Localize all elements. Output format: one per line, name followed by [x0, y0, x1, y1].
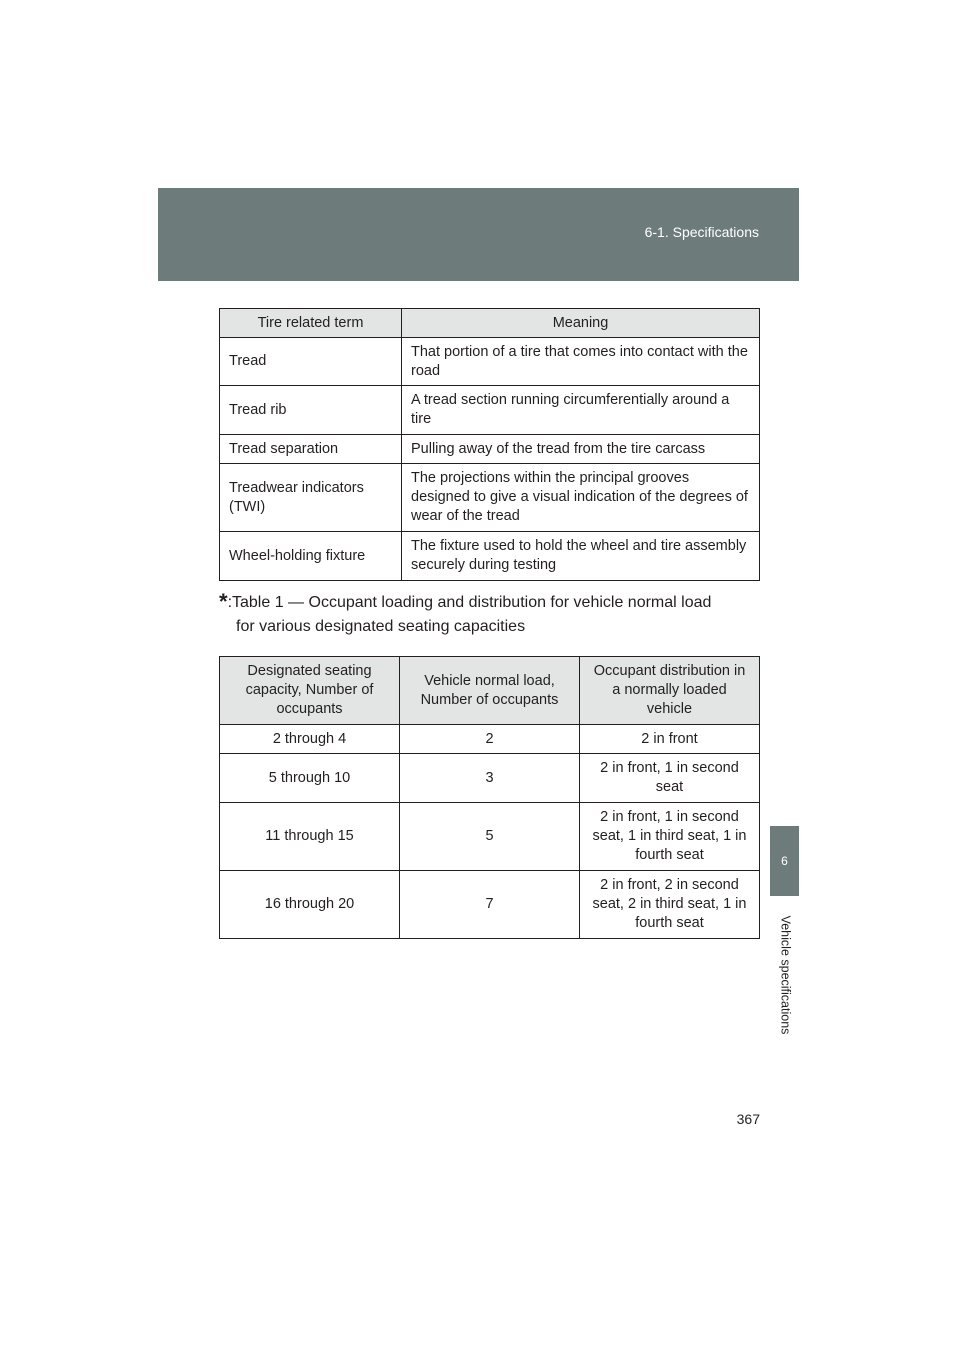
- meaning-cell: Pulling away of the tread from the tire carcass: [402, 435, 760, 464]
- meaning-cell: The fixture used to hold the wheel and tire assembly securely during testing: [402, 532, 760, 581]
- footnote-marker: *: [219, 589, 228, 614]
- chapter-tab: [770, 826, 799, 896]
- normal-load-cell: 5: [400, 803, 580, 871]
- capacity-cell: 5 through 10: [220, 754, 400, 803]
- table-row: [220, 532, 760, 581]
- table-row: [220, 464, 760, 532]
- distribution-cell: 2 in front, 1 in second seat: [580, 754, 760, 803]
- chapter-label-text: Vehicle specifications: [778, 915, 793, 1035]
- normal-load-cell: 3: [400, 754, 580, 803]
- footnote-line-1: :Table 1 — Occupant loading and distribution for vehicle normal load: [227, 594, 712, 611]
- table-row: [220, 386, 760, 435]
- table-row: [220, 725, 760, 754]
- table-header-row: [220, 309, 760, 338]
- table-row: [220, 338, 760, 386]
- meaning-cell: That portion of a tire that comes into contact with the road: [402, 338, 760, 386]
- term-cell: Tread rib: [220, 386, 402, 435]
- capacity-cell: 2 through 4: [220, 725, 400, 754]
- term-cell: Tread separation: [220, 435, 402, 464]
- header-band: [158, 188, 799, 281]
- section-title: 6-1. Specifications: [644, 224, 759, 240]
- page-number: 367: [736, 1111, 760, 1127]
- column-header: Tire related term: [220, 309, 402, 338]
- capacity-cell: 16 through 20: [220, 871, 400, 939]
- table-row: [220, 871, 760, 939]
- distribution-cell: 2 in front, 2 in second seat, 2 in third seat, 1 in fourth seat: [580, 871, 760, 939]
- meaning-cell: The projections within the principal grooves designed to give a visual indication of the degrees of wear of the tread: [402, 464, 760, 532]
- distribution-cell: 2 in front: [580, 725, 760, 754]
- table-row: [220, 803, 760, 871]
- normal-load-cell: 7: [400, 871, 580, 939]
- column-header: Vehicle normal load, Number of occupants: [400, 657, 580, 725]
- meaning-cell: A tread section running circumferentially around a tire: [402, 386, 760, 435]
- table-row: [220, 754, 760, 803]
- column-header: Meaning: [402, 309, 760, 338]
- term-cell: Treadwear indicators (TWI): [220, 464, 402, 532]
- distribution-cell: 2 in front, 1 in second seat, 1 in third seat, 1 in fourth seat: [580, 803, 760, 871]
- occupant-loading-table: [219, 656, 760, 939]
- table-header-row: [220, 657, 760, 725]
- footnote-line-2: for various designated seating capacities: [236, 618, 526, 635]
- chapter-label: [773, 905, 797, 1045]
- normal-load-cell: 2: [400, 725, 580, 754]
- table-footnote: [219, 590, 755, 639]
- capacity-cell: 11 through 15: [220, 803, 400, 871]
- table-row: [220, 435, 760, 464]
- tire-terms-table: [219, 308, 760, 581]
- term-cell: Tread: [220, 338, 402, 386]
- column-header: Designated seating capacity, Number of occupants: [220, 657, 400, 725]
- column-header: Occupant distribution in a normally loaded vehicle: [580, 657, 760, 725]
- term-cell: Wheel-holding fixture: [220, 532, 402, 581]
- chapter-number: 6: [781, 854, 788, 868]
